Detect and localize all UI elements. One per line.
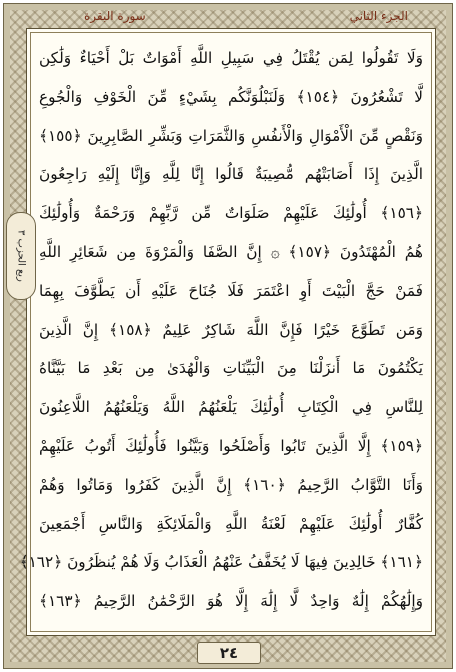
- verse-line: فَمَنْ حَجَّ الْبَيْتَ أَوِ اعْتَمَرَ فَلَا جُنَاحَ عَلَيْهِ أَن يَطَّوَّفَ بِهِمَا: [39, 281, 423, 300]
- verse-line: يَكْتُمُونَ مَا أَنزَلْنَا مِنَ الْبَيِّنَاتِ وَالْهُدَىٰ مِن بَعْدِ مَا بَيَّنَّاهُ: [39, 359, 423, 378]
- verse-line: ﴿١٥٩﴾ إِلَّا الَّذِينَ تَابُوا وَأَصْلَحُوا وَبَيَّنُوا فَأُولَٰئِكَ أَتُوبُ عَلَيْهِمْ: [39, 436, 423, 455]
- verse-line: الَّذِينَ إِذَا أَصَابَتْهُم مُّصِيبَةٌ قَالُوا إِنَّا لِلَّهِ وَإِنَّا إِلَيْهِ رَاجِعُونَ: [39, 165, 423, 184]
- page-header: [24, 8, 432, 28]
- juz-title: الجزء الثاني: [349, 9, 408, 23]
- verse-line: لَّا تَشْعُرُونَ ﴿١٥٤﴾ وَلَنَبْلُوَنَّكُم بِشَيْءٍ مِّنَ الْخَوْفِ وَالْجُوعِ: [39, 87, 423, 106]
- page-number-box: [197, 642, 261, 664]
- verse-line: هُمُ الْمُهْتَدُونَ ﴿١٥٧﴾ ۞ إِنَّ الصَّفَا وَالْمَرْوَةَ مِن شَعَائِرِ اللَّهِ: [39, 242, 423, 261]
- verse-line: وَنَقْصٍ مِّنَ الْأَمْوَالِ وَالْأَنفُسِ وَالثَّمَرَاتِ وَبَشِّرِ الصَّابِرِينَ ﴿١٥٥﴾: [39, 126, 423, 145]
- verse-line: وَأَنَا التَّوَّابُ الرَّحِيمُ ﴿١٦٠﴾ إِنَّ الَّذِينَ كَفَرُوا وَمَاتُوا وَهُمْ: [39, 475, 423, 494]
- verse-line: وَمَن تَطَوَّعَ خَيْرًا فَإِنَّ اللَّهَ شَاكِرٌ عَلِيمٌ ﴿١٥٨﴾ إِنَّ الَّذِينَ: [39, 320, 423, 339]
- verse-line: وَلَا تَقُولُوا لِمَن يُقْتَلُ فِي سَبِيلِ اللَّهِ أَمْوَاتٌ بَلْ أَحْيَاءٌ وَلَٰكِن: [39, 49, 423, 67]
- verse-line: ﴿١٦١﴾ خَالِدِينَ فِيهَا لَا يُخَفَّفُ عَنْهُمُ الْعَذَابُ وَلَا هُمْ يُنظَرُونَ ﴿١٦٢﴾: [19, 553, 423, 572]
- verse-line: ﴿١٥٦﴾ أُولَٰئِكَ عَلَيْهِمْ صَلَوَاتٌ مِّن رَّبِّهِمْ وَرَحْمَةٌ وَأُولَٰئِكَ: [39, 204, 423, 223]
- verse-line: وَإِلَٰهُكُمْ إِلَٰهٌ وَاحِدٌ لَّا إِلَٰهَ إِلَّا هُوَ الرَّحْمَٰنُ الرَّحِيمُ ﴿١٦٣﴾: [39, 592, 423, 611]
- hizb-quarter-marker: [6, 212, 36, 300]
- surah-title: سورة البقرة: [84, 9, 146, 23]
- hizb-marker-label: ربع الحزب ٣: [15, 230, 27, 282]
- verse-line: لِلنَّاسِ فِي الْكِتَابِ أُولَٰئِكَ يَلْعَنُهُمُ اللَّهُ وَيَلْعَنُهُمُ اللَّاعِنُونَ: [39, 398, 423, 417]
- verse-line: كُفَّارٌ أُولَٰئِكَ عَلَيْهِمْ لَعْنَةُ اللَّهِ وَالْمَلَائِكَةِ وَالنَّاسِ أَجْمَعِينَ: [39, 514, 423, 533]
- page-number: ٢٤: [219, 644, 239, 662]
